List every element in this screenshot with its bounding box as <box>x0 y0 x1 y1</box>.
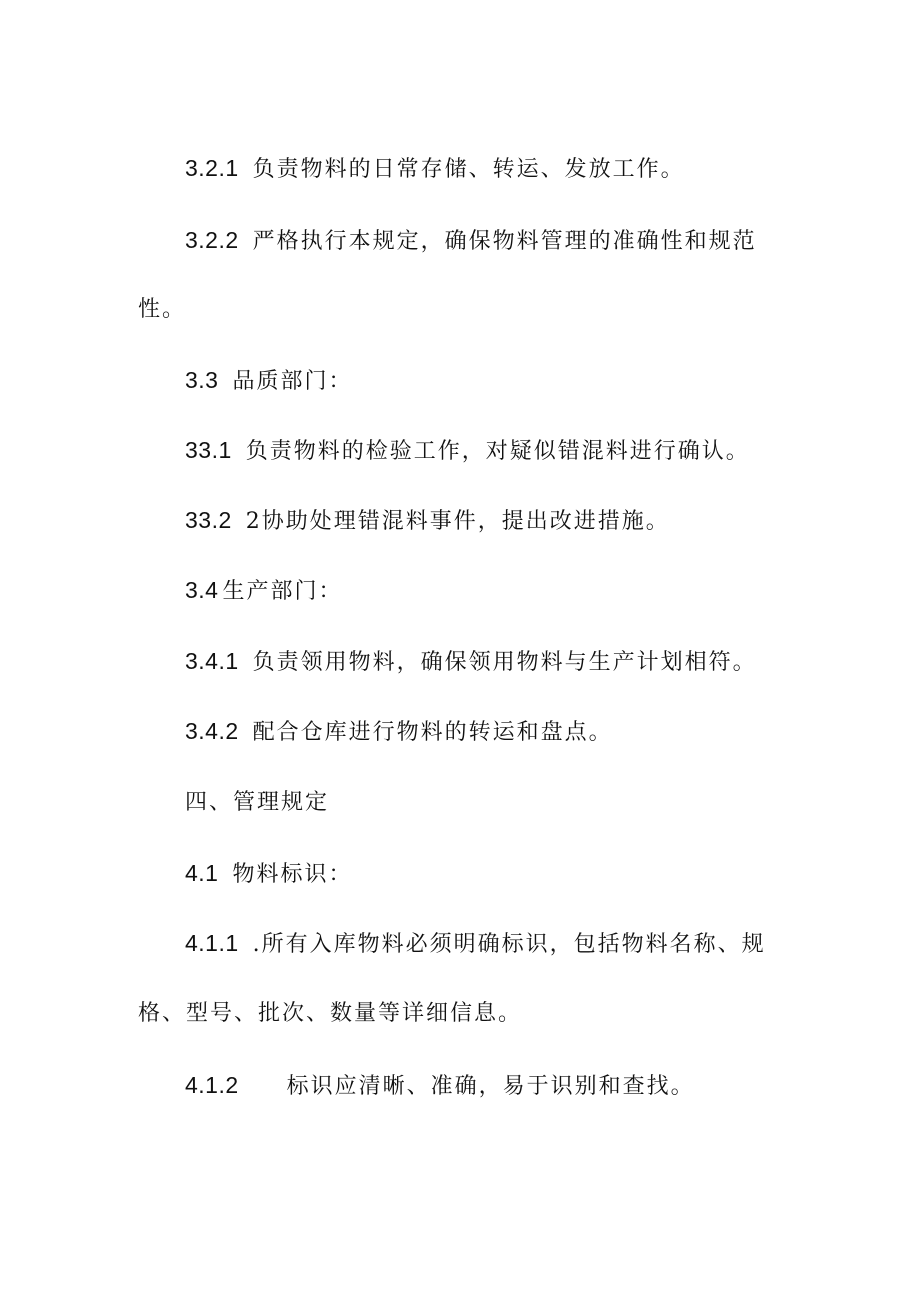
section-number: 4.1 <box>185 860 219 886</box>
section-number: 33.2 <box>185 507 232 533</box>
paragraph-text: 严格执行本规定，确保物料管理的准确性和规范 <box>252 229 757 254</box>
paragraph-text: 负责物料的日常存储、转运、发放工作。 <box>252 157 685 182</box>
paragraph-33-2 <box>185 505 670 537</box>
section-number: 4.1.2 <box>185 1072 239 1098</box>
paragraph-text: 2协助处理错混料事件，提出改进措施。 <box>245 509 670 534</box>
heading-text: 生产部门： <box>222 579 343 604</box>
paragraph-3-4-1 <box>185 646 757 678</box>
paragraph-text: 配合仓库进行物料的转运和盘点。 <box>252 720 613 745</box>
heading-section-4 <box>185 788 329 818</box>
paragraph-3-2-2-continuation <box>138 295 186 325</box>
paragraph-33-1 <box>185 435 750 467</box>
section-number: 3.4.2 <box>185 718 239 744</box>
paragraph-text: 负责物料的检验工作，对疑似错混料进行确认。 <box>245 439 750 464</box>
paragraph-4-1-1 <box>185 928 766 960</box>
section-number: 3.2.1 <box>185 155 239 181</box>
heading-text: 物料标识： <box>232 862 353 887</box>
paragraph-text: 性。 <box>138 297 187 322</box>
heading-3-4 <box>185 575 343 607</box>
section-number: 3.2.2 <box>185 227 239 253</box>
heading-text: 四、管理规定 <box>185 790 330 815</box>
section-number: 33.1 <box>185 437 232 463</box>
paragraph-text: 格、型号、批次、数量等详细信息。 <box>138 1001 523 1026</box>
heading-4-1 <box>185 858 353 890</box>
paragraph-text: .所有入库物料必须明确标识，包括物料名称、规 <box>252 932 766 957</box>
section-number: 4.1.1 <box>185 930 239 956</box>
section-number: 3.3 <box>185 367 219 393</box>
heading-3-3 <box>185 365 353 397</box>
paragraph-text: 标识应清晰、准确，易于识别和查找。 <box>286 1074 695 1099</box>
paragraph-text: 负责领用物料，确保领用物料与生产计划相符。 <box>252 650 757 675</box>
paragraph-3-2-2 <box>185 225 757 257</box>
paragraph-3-2-1 <box>185 153 685 185</box>
heading-text: 品质部门： <box>232 369 353 394</box>
section-number: 3.4 <box>185 577 219 603</box>
paragraph-4-1-1-continuation <box>138 999 522 1029</box>
section-number: 3.4.1 <box>185 648 239 674</box>
paragraph-3-4-2 <box>185 716 613 748</box>
paragraph-4-1-2 <box>185 1070 695 1102</box>
